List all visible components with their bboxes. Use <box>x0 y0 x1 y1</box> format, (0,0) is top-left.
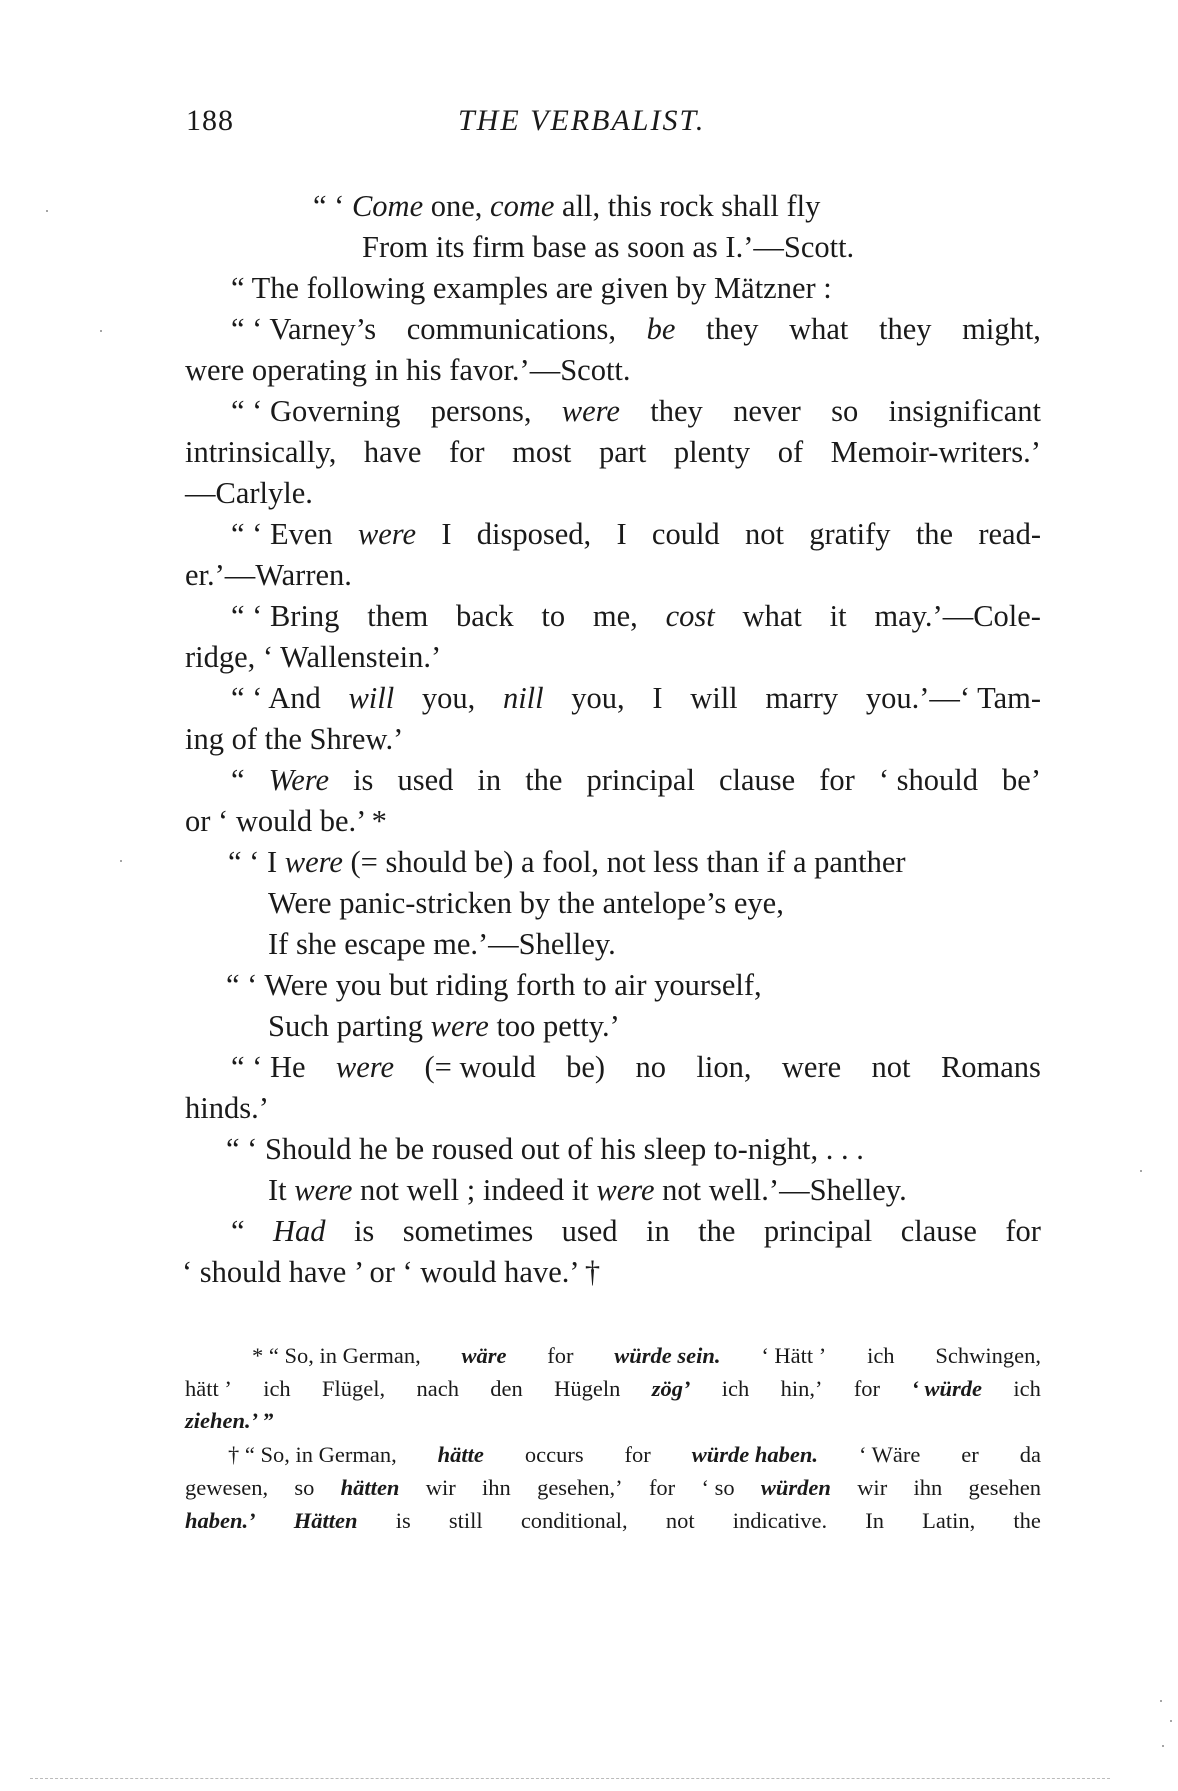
scan-speck <box>120 860 122 862</box>
scan-speck <box>100 330 102 332</box>
text-line: ‘ should have ’ or ‘ would have.’ † <box>182 1255 601 1289</box>
verse-line: If she escape me.’—Shelley. <box>268 927 616 961</box>
text-line: “ ‘ Varney’s communications, be they what they might, <box>231 312 1041 346</box>
verse-line: “ ‘ Were you but riding forth to air yourself, <box>226 968 762 1002</box>
verse-line: Such parting were too petty.’ <box>268 1009 620 1043</box>
scan-speck <box>46 210 48 212</box>
verse-line: “ ‘ I were (= should be) a fool, not less than if a panther <box>228 845 906 879</box>
text-line: hinds.’ <box>185 1091 269 1125</box>
text-line: “ ‘ Come one, come all, this rock shall fly <box>313 189 821 223</box>
scan-edge <box>30 1778 1110 1780</box>
text-line: were operating in his favor.’—Scott. <box>185 353 631 387</box>
text-line: “ Were is used in the principal clause for ‘ should be’ <box>231 763 1041 797</box>
footnote-line: gewesen, so hätten wir ihn gesehen,’ for ‘ so würden wir ihn gesehen <box>185 1475 1041 1500</box>
text-line: From its firm base as soon as I.’—Scott. <box>362 230 855 264</box>
text-line: ridge, ‘ Wallenstein.’ <box>185 640 442 674</box>
scan-speck <box>1162 1745 1164 1747</box>
text-line: “ ‘ Bring them back to me, cost what it may.’—Cole- <box>231 599 1041 633</box>
text-line: “ The following examples are given by Mätzner : <box>231 271 832 305</box>
page-number: 188 <box>186 104 234 137</box>
text-line: er.’—Warren. <box>185 558 352 592</box>
text-line: “ ‘ And will you, nill you, I will marry you.’—‘ Tam- <box>231 681 1041 715</box>
running-head: THE VERBALIST. <box>458 104 706 137</box>
footnote-line: † “ So, in German, hätte occurs for würde haben. ‘ Wäre er da <box>228 1442 1041 1467</box>
footnote-line: haben.’ Hätten is still conditional, not indicative. In Latin, the <box>185 1508 1041 1533</box>
text-line: “ ‘ He were (= would be) no lion, were not Romans <box>231 1050 1041 1084</box>
text-line: or ‘ would be.’ * <box>185 804 387 838</box>
text-line: ing of the Shrew.’ <box>185 722 404 756</box>
verse-line: Were panic-stricken by the antelope’s eye, <box>268 886 784 920</box>
footnote-line: * “ So, in German, wäre for würde sein. ‘ Hätt ’ ich Schwingen, <box>252 1343 1041 1368</box>
text-line: “ ‘ Even were I disposed, I could not gratify the read- <box>231 517 1041 551</box>
footnote-line: ziehen.’ ” <box>185 1408 274 1433</box>
scan-speck <box>1140 1170 1142 1172</box>
text-line: “ Had is sometimes used in the principal clause for <box>231 1214 1041 1248</box>
verse-line: It were not well ; indeed it were not well.’—Shelley. <box>268 1173 907 1207</box>
verse-line: “ ‘ Should he be roused out of his sleep to-night, . . . <box>226 1132 864 1166</box>
text-line: intrinsically, have for most part plenty of Memoir-writers.’ <box>185 435 1041 469</box>
footnote-line: hätt ’ ich Flügel, nach den Hügeln zög’ ich hin,’ for ‘ würde ich <box>185 1376 1041 1401</box>
text-line: “ ‘ Governing persons, were they never so insignificant <box>231 394 1041 428</box>
text-line: —Carlyle. <box>185 476 313 510</box>
scan-speck <box>1170 1720 1172 1722</box>
scan-speck <box>1160 1700 1162 1702</box>
